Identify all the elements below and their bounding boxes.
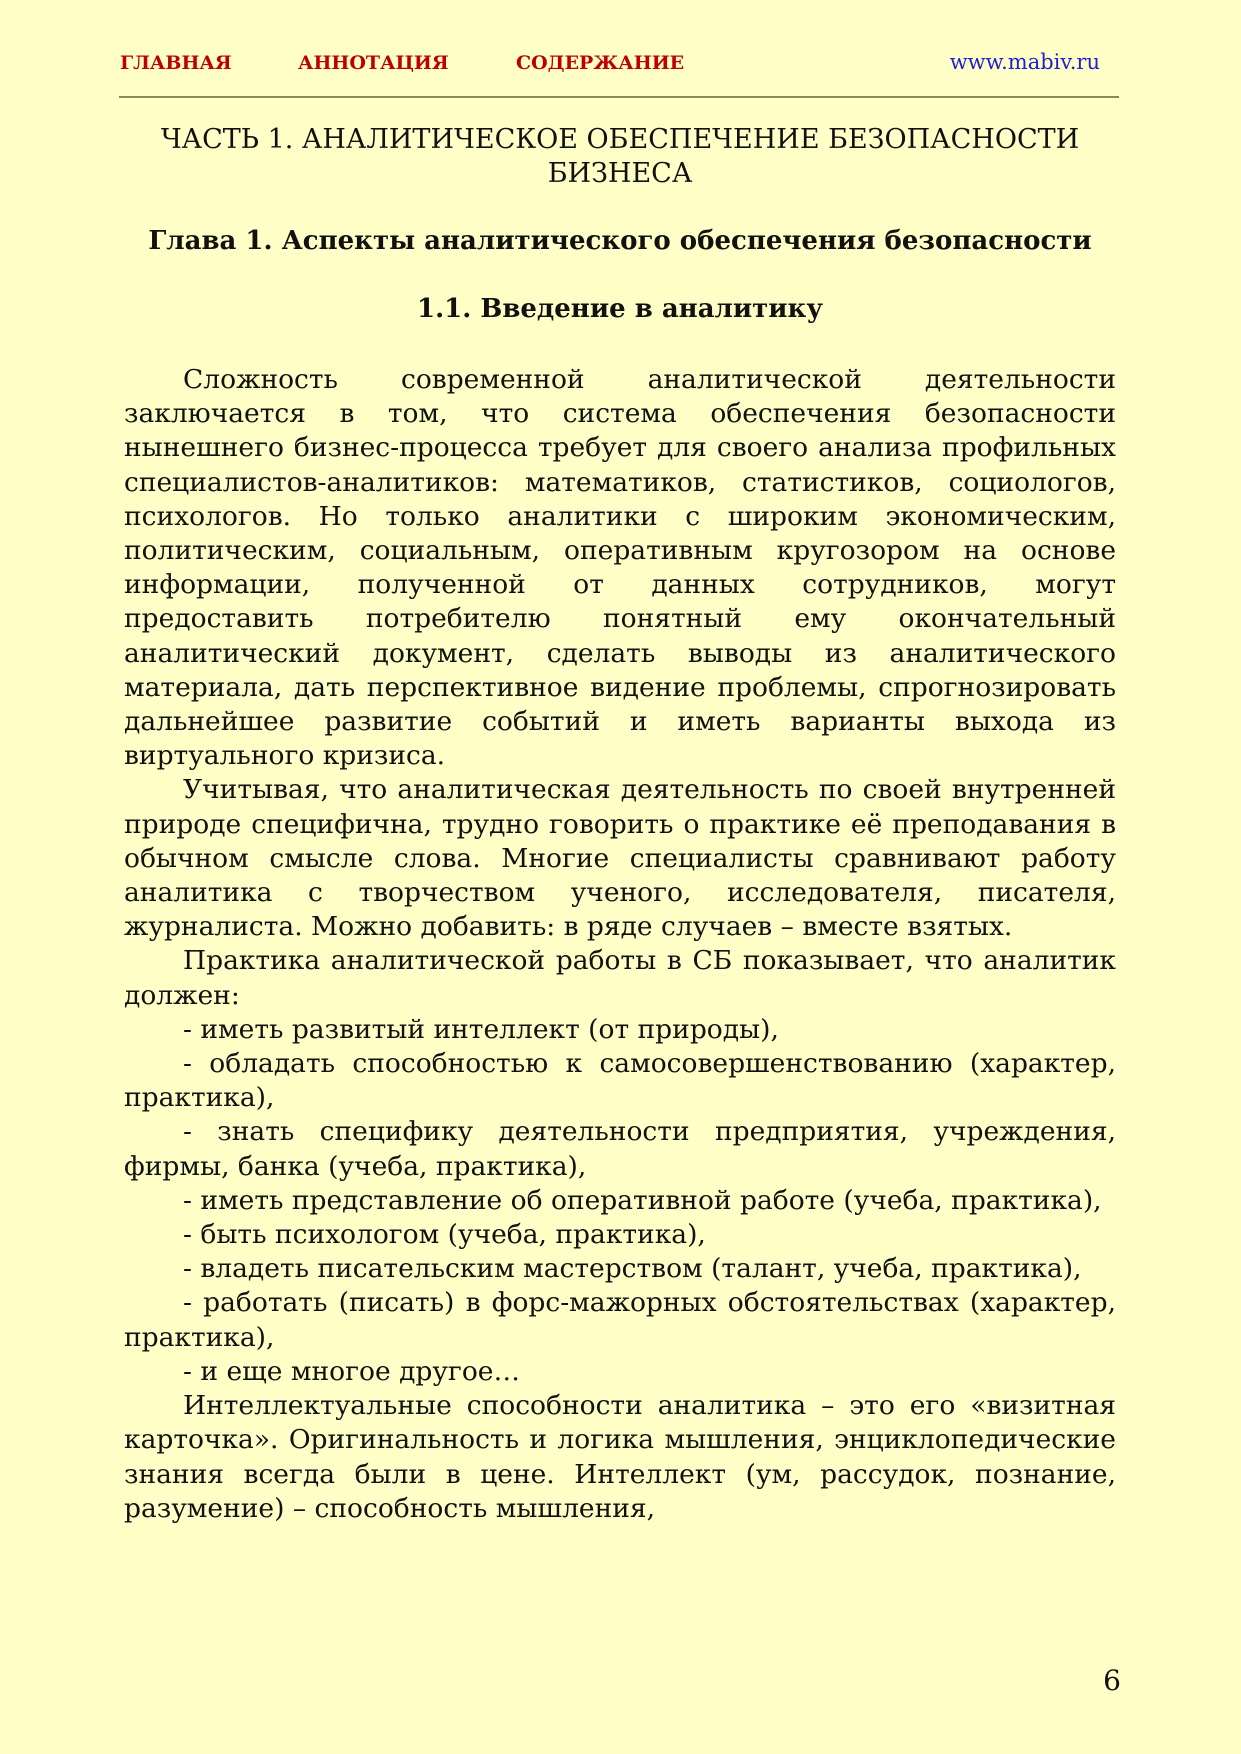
page-number: 6 xyxy=(1103,1664,1121,1697)
list-item: - быть психологом (учеба, практика), xyxy=(183,1219,706,1251)
top-navigation xyxy=(120,48,1120,82)
section-title: 1.1. Введение в аналитику xyxy=(417,294,823,324)
list-item: - знать специфику деятельности предприятия, учреждения, фирмы, банка (учеба, практика), xyxy=(124,1116,1116,1182)
nav-link-annotation[interactable]: АННОТАЦИЯ xyxy=(298,52,449,74)
header-divider xyxy=(119,96,1119,98)
nav-link-contents[interactable]: СОДЕРЖАНИЕ xyxy=(516,52,685,74)
chapter-title: Глава 1. Аспекты аналитического обеспечения безопасности xyxy=(148,226,1092,256)
list-item: - иметь представление об оперативной работе (учеба, практика), xyxy=(183,1184,1102,1216)
list-item: - иметь развитый интеллект (от природы), xyxy=(183,1013,779,1045)
body-text xyxy=(124,363,1116,1526)
list-item: - и еще многое другое… xyxy=(183,1355,520,1387)
nav-link-main[interactable]: ГЛАВНАЯ xyxy=(120,52,232,74)
paragraph: Практика аналитической работы в СБ показывает, что аналитик должен: xyxy=(124,945,1116,1011)
page-content xyxy=(124,123,1116,1524)
part-title: ЧАСТЬ 1. АНАЛИТИЧЕСКОЕ ОБЕСПЕЧЕНИЕ БЕЗОПАСНОСТИ БИЗНЕСА xyxy=(160,124,1080,189)
list-item: - владеть писательским мастерством (талант, учеба, практика), xyxy=(183,1253,1082,1285)
paragraph: Сложность современной аналитической деятельности заключается в том, что система обеспечения безопасности нынешнего бизнес-процесса требует для своего анализа профильных специалистов-аналитиков: математиков, статистиков, социологов, психологов. Но только аналитики с широким экономическим, политическим, социальным, оперативным кругозором на основе информации, полученной от данных сотрудников, могут предоставить потребителю понятный ему окончательный аналитический документ, сделать выводы из аналитического материала, дать перспективное видение проблемы, спрогнозировать дальнейшее развитие событий и иметь варианты выхода из виртуального кризиса. xyxy=(124,364,1116,772)
list-item: - работать (писать) в форс-мажорных обстоятельствах (характер, практика), xyxy=(124,1287,1116,1353)
list-item: - обладать способностью к самосовершенствованию (характер, практика), xyxy=(124,1048,1116,1114)
paragraph: Интеллектуальные способности аналитика – это его «визитная карточка». Оригинальность и логика мышления, энциклопедические знания всегда были в цене. Интеллект (ум, рассудок, познание, разумение) – способность мышления, xyxy=(124,1390,1116,1524)
paragraph: Учитывая, что аналитическая деятельность по своей внутренней природе специфична, трудно говорить о практике её преподавания в обычном смысле слова. Многие специалисты сравнивают работу аналитика с творчеством ученого, исследователя, писателя, журналиста. Можно добавить: в ряде случаев – вместе взятых. xyxy=(124,774,1116,943)
site-link[interactable]: www.mabiv.ru xyxy=(949,50,1100,74)
